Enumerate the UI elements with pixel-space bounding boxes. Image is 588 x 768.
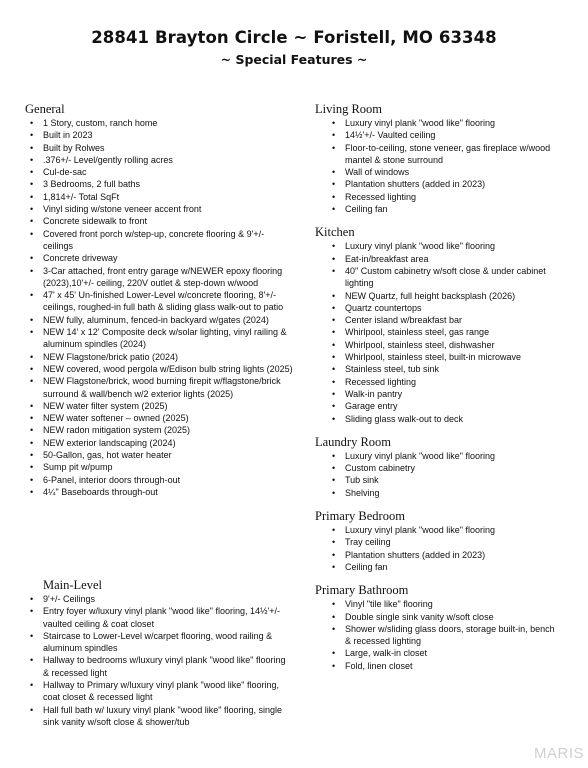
- feature-item: • Luxury vinyl plank "wood like" flooring: [327, 524, 555, 536]
- feature-list-kitchen: [327, 240, 555, 424]
- feature-item: • Covered front porch w/step-up, concrete flooring & 9'+/- ceilings: [25, 228, 295, 253]
- feature-item: • Center island w/breakfast bar: [327, 314, 555, 326]
- feature-item: • Cul-de-sac: [25, 166, 295, 178]
- feature-item: • Whirlpool, stainless steel, gas range: [327, 326, 555, 338]
- feature-item: • Hall full bath w/ luxury vinyl plank "wood like" flooring, single sink vanity w/soft close & shower/tub: [25, 704, 293, 729]
- feature-item: • Shelving: [327, 487, 555, 499]
- feature-item: • Eat-in/breakfast area: [327, 253, 555, 265]
- feature-item: • Whirlpool, stainless steel, dishwasher: [327, 339, 555, 351]
- feature-item: • Luxury vinyl plank "wood like" flooring: [327, 240, 555, 252]
- section-kitchen: [315, 225, 555, 424]
- page-subtitle: ~ Special Features ~: [220, 52, 368, 67]
- feature-item: • Ceiling fan: [327, 203, 555, 215]
- watermark-logo: MARIS: [533, 745, 584, 762]
- feature-item: • Large, walk-in closet: [327, 647, 555, 659]
- feature-list-main-level: [25, 593, 293, 728]
- left-column-lower: [43, 578, 293, 728]
- feature-item: • Concrete driveway: [25, 252, 295, 264]
- feature-list-living-room: [327, 117, 555, 215]
- feature-item: • NEW Quartz, full height backsplash (2026): [327, 290, 555, 302]
- feature-item: • NEW exterior landscaping (2024): [25, 437, 295, 449]
- section-primary-bathroom: [315, 583, 555, 672]
- feature-item: • Plantation shutters (added in 2023): [327, 549, 555, 561]
- feature-item: • Ceiling fan: [327, 561, 555, 573]
- feature-item: • Shower w/sliding glass doors, storage built-in, bench & recessed lighting: [327, 623, 555, 648]
- feature-item: • 50-Gallon, gas, hot water heater: [25, 449, 295, 461]
- feature-item: • 40" Custom cabinetry w/soft close & under cabinet lighting: [327, 265, 555, 290]
- left-column: [25, 102, 295, 498]
- feature-item: • 1,814+/- Total SqFt: [25, 191, 295, 203]
- section-heading-primary-bedroom: Primary Bedroom: [315, 509, 405, 524]
- section-living-room: [315, 102, 555, 215]
- feature-item: • NEW water softener – owned (2025): [25, 412, 295, 424]
- feature-item: • 3 Bedrooms, 2 full baths: [25, 178, 295, 190]
- feature-item: • Hallway to Primary w/luxury vinyl plank "wood like" flooring, coat closet & recessed light: [25, 679, 293, 704]
- section-heading-main-level: Main-Level: [43, 578, 103, 592]
- feature-item: • Recessed lighting: [327, 191, 555, 203]
- feature-item: • NEW Flagstone/brick, wood burning firepit w/flagstone/brick surround & wall/bench w/2 exterior lights (2025): [25, 375, 295, 400]
- feature-item: • Walk-in pantry: [327, 388, 555, 400]
- feature-item: • Vinyl siding w/stone veneer accent front: [25, 203, 295, 215]
- feature-item: • Fold, linen closet: [327, 660, 555, 672]
- feature-item: • 47' x 45' Un-finished Lower-Level w/concrete flooring, 8'+/- ceilings, roughed-in full bath & sliding glass walk-out to patio: [25, 289, 295, 314]
- feature-item: • Wall of windows: [327, 166, 555, 178]
- section-main-level: [43, 578, 293, 728]
- feature-item: • Custom cabinetry: [327, 462, 555, 474]
- page-title: 28841 Brayton Circle ~ Foristell, MO 63348: [91, 28, 497, 47]
- feature-item: • Plantation shutters (added in 2023): [327, 178, 555, 190]
- feature-item: • Garage entry: [327, 400, 555, 412]
- feature-item: • 3-Car attached, front entry garage w/NEWER epoxy flooring (2023),10'+/- ceiling, 220V outlet & step-down w/wood: [25, 265, 295, 290]
- feature-item: • Floor-to-ceiling, stone veneer, gas fireplace w/wood mantel & stone surround: [327, 142, 555, 167]
- feature-item: • 9'+/- Ceilings: [25, 593, 293, 605]
- feature-item: • Luxury vinyl plank "wood like" flooring: [327, 450, 555, 462]
- feature-item: • NEW 14' x 12' Composite deck w/solar lighting, vinyl railing & aluminum spindles (2024): [25, 326, 295, 351]
- section-heading-laundry-room: Laundry Room: [315, 434, 392, 449]
- feature-item: • 6-Panel, interior doors through-out: [25, 474, 295, 486]
- feature-item: • NEW Flagstone/brick patio (2024): [25, 351, 295, 363]
- feature-item: • 4¼" Baseboards through-out: [25, 486, 295, 498]
- feature-item: • NEW covered, wood pergola w/Edison bulb string lights (2025): [25, 363, 295, 375]
- feature-item: • Tub sink: [327, 474, 555, 486]
- feature-list-primary-bedroom: [327, 524, 555, 573]
- feature-item: • Sump pit w/pump: [25, 461, 295, 473]
- section-heading-primary-bathroom: Primary Bathroom: [315, 583, 409, 598]
- section-laundry-room: [315, 435, 555, 499]
- section-heading-kitchen: Kitchen: [315, 225, 355, 240]
- feature-item: • Whirlpool, stainless steel, built-in microwave: [327, 351, 555, 363]
- feature-list-general: [25, 117, 295, 498]
- feature-item: • 14½'+/- Vaulted ceiling: [327, 129, 555, 141]
- feature-item: • Built in 2023: [25, 129, 295, 141]
- feature-item: • 1 Story, custom, ranch home: [25, 117, 295, 129]
- feature-item: • NEW fully, aluminum, fenced-in backyard w/gates (2024): [25, 314, 295, 326]
- section-heading-general: General: [25, 102, 65, 116]
- feature-item: • Staircase to Lower-Level w/carpet flooring, wood railing & aluminum spindles: [25, 630, 293, 655]
- feature-item: • Stainless steel, tub sink: [327, 363, 555, 375]
- feature-item: • Hallway to bedrooms w/luxury vinyl plank "wood like" flooring & recessed light: [25, 654, 293, 679]
- feature-list-laundry-room: [327, 450, 555, 499]
- feature-item: • Sliding glass walk-out to deck: [327, 413, 555, 425]
- feature-item: • .376+/- Level/gently rolling acres: [25, 154, 295, 166]
- feature-item: • Luxury vinyl plank "wood like" flooring: [327, 117, 555, 129]
- feature-list-primary-bathroom: [327, 598, 555, 672]
- feature-item: • NEW water filter system (2025): [25, 400, 295, 412]
- feature-item: • NEW radon mitigation system (2025): [25, 424, 295, 436]
- feature-item: • Entry foyer w/luxury vinyl plank "wood like" flooring, 14½'+/- vaulted ceiling & coat closet: [25, 605, 293, 630]
- feature-item: • Tray ceiling: [327, 536, 555, 548]
- feature-item: • Built by Rolwes: [25, 142, 295, 154]
- section-primary-bedroom: [315, 509, 555, 573]
- right-column: [315, 102, 555, 672]
- section-general: [25, 102, 295, 498]
- section-heading-living-room: Living Room: [315, 102, 383, 116]
- feature-item: • Double single sink vanity w/soft close: [327, 611, 555, 623]
- feature-item: • Vinyl "tile like" flooring: [327, 598, 555, 610]
- feature-item: • Concrete sidewalk to front: [25, 215, 295, 227]
- feature-item: • Quartz countertops: [327, 302, 555, 314]
- feature-item: • Recessed lighting: [327, 376, 555, 388]
